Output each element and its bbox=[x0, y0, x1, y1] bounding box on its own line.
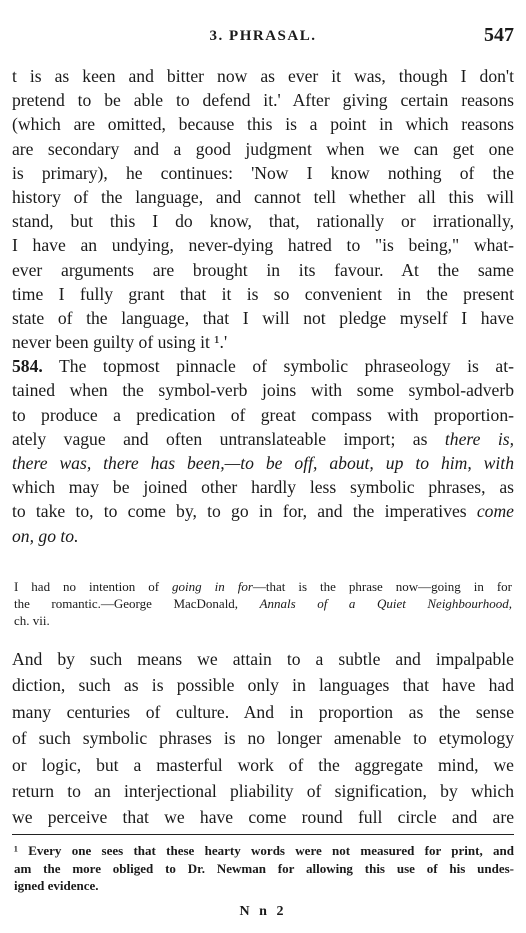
text-line: ever arguments are brought in its favour. At the same bbox=[12, 259, 514, 280]
text-line: many centuries of culture. And in proportion as the sense bbox=[12, 701, 514, 722]
quote-line: I had no intention of going in for—that is the phrase now—going in for bbox=[14, 579, 512, 594]
body-text bbox=[12, 64, 514, 548]
paragraph-2 bbox=[12, 646, 514, 831]
running-head: 3. PHRASAL. bbox=[209, 28, 317, 44]
text-line: return to an interjectional pliability of signification, by which bbox=[12, 780, 514, 801]
text-line: state of the language, that I will not pledge myself I have bbox=[12, 307, 514, 328]
text-line: there was, there has been,—to be off, about, up to him, with bbox=[12, 453, 514, 473]
text-line: tained when the symbol-verb joins with some symbol-adverb bbox=[12, 380, 514, 401]
section-number: 584. bbox=[12, 356, 43, 377]
text-line: to produce a predication of great compass with proportion- bbox=[12, 404, 514, 425]
footnote bbox=[14, 842, 514, 895]
text-line: of such symbolic phrases is no longer amenable to etymology bbox=[12, 728, 514, 749]
text-line: are secondary and a good judgment when we can get one bbox=[12, 138, 514, 159]
text-line: diction, such as is possible only in languages that have had bbox=[12, 675, 514, 696]
footnote-line: ¹ Every one sees that these hearty words were not measured for print, and bbox=[14, 843, 514, 858]
text-line: on, go to. bbox=[12, 525, 79, 546]
text-line: we perceive that we have come round full circle and are bbox=[12, 807, 514, 828]
section-584-line: 584. The topmost pinnacle of symbolic phraseology is at- bbox=[12, 356, 514, 377]
quote-line: ch. vii. bbox=[14, 613, 50, 628]
page-number: 547 bbox=[484, 24, 514, 46]
text-line: which may be joined other hardly less symbolic phrases, as bbox=[12, 477, 514, 498]
footnote-line: am the more obliged to Dr. Newman for allowing this use of his undes- bbox=[14, 860, 514, 876]
text-line: t is as keen and bitter now as ever it was, though I don't bbox=[12, 66, 514, 86]
text-line: history of the language, and cannot tell whether all this will bbox=[12, 186, 514, 207]
text-line: is primary), he continues: 'Now I know nothing of the bbox=[12, 162, 514, 183]
signature-mark: N n 2 bbox=[239, 904, 287, 919]
text-line: stand, but this I do know, that, rationally or irrationally, bbox=[12, 211, 514, 232]
text-line: to take to, to come by, to go in for, and the imperatives come bbox=[12, 501, 514, 522]
quotation-block bbox=[14, 578, 512, 629]
footnote-line: igned evidence. bbox=[14, 878, 99, 893]
text-line: ately vague and often untranslateable import; as there is, bbox=[12, 428, 514, 449]
text-line: And by such means we attain to a subtle and impalpable bbox=[12, 649, 514, 669]
text-line: never been guilty of using it ¹.' bbox=[12, 332, 228, 353]
text-line: (which are omitted, because this is a point in which reasons bbox=[12, 114, 514, 135]
quote-line: the romantic.—George MacDonald, Annals of a Quiet Neighbourhood, bbox=[14, 596, 512, 611]
text-line: time I fully grant that it is so convenient in the present bbox=[12, 283, 514, 304]
footnote-rule bbox=[12, 834, 514, 835]
page-header bbox=[0, 24, 526, 52]
text-line: or logic, but a masterful work of the aggregate mind, we bbox=[12, 754, 514, 775]
text-line: pretend to be able to defend it.' After giving certain reasons bbox=[12, 90, 514, 111]
text-line: I have an undying, never-dying hatred to "is being," what- bbox=[12, 235, 514, 256]
